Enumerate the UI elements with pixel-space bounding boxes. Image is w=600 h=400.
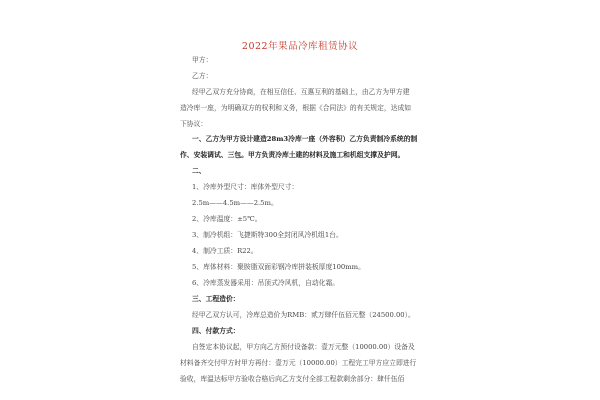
paragraph-line: 经甲乙双方充分协商，在相互信任、互惠互利的基础上，由乙方为甲方建 [192, 88, 410, 96]
paragraph-line: 材料备齐交付甲方时甲方再付：壹万元（10000.00）工程完工甲方应立即进行 [180, 359, 417, 367]
paragraph-line: 下协议： [180, 120, 208, 128]
list-item: 3、制冷机组：飞捷斯特300全封闭风冷机组1台。 [192, 231, 343, 239]
paragraph-line: 造冷库一座，为明确双方的权利和义务，根据《合同法》的有关规定，达成如 [180, 104, 412, 112]
section-heading-continued: 作、安装调试、三包。甲方负责冷库土建的材料及施工和机组支撑及护网。 [180, 151, 405, 159]
paragraph-line: 经甲乙双方认可，冷库总造价为RMB：贰万肆仟伍佰元整（24500.00）。 [192, 311, 415, 319]
list-item: 5、库体材料：聚胺脂双面彩钢冷库拼装板厚度100mm。 [192, 263, 365, 271]
paragraph-line: 自签定本协议起，甲方向乙方预付设备款：壹万元整（10000.00）设备及 [192, 343, 415, 351]
party-b-line: 乙方： [192, 72, 213, 80]
list-item: 2.5m——4.5m——2.5m。 [192, 199, 278, 207]
section-heading: 一、乙方为甲方设计建造28m3冷库一座（外容积）乙方负责制冷系统的制 [192, 135, 418, 143]
list-item: 4、制冷工质：R22。 [192, 247, 258, 255]
party-a-line: 甲方： [192, 56, 213, 64]
list-item: 2、冷库温度：±5℃。 [192, 215, 262, 223]
list-item: 1、冷库外型尺寸：库体外型尺寸： [192, 183, 299, 191]
document-title: 2022年果品冷库租赁协议 [241, 41, 359, 52]
section-heading: 四、付款方式： [192, 327, 240, 335]
list-item: 6、冷库蒸发器采用：吊顶式冷风机，自动化霜。 [192, 279, 340, 287]
section-heading: 三、工程造价： [192, 295, 240, 303]
paragraph-line: 验收，库温达标甲方验收合格后向乙方支付全部工程款剩余部分：肆仟伍佰 [180, 375, 405, 383]
section-heading: 二、 [192, 167, 206, 175]
